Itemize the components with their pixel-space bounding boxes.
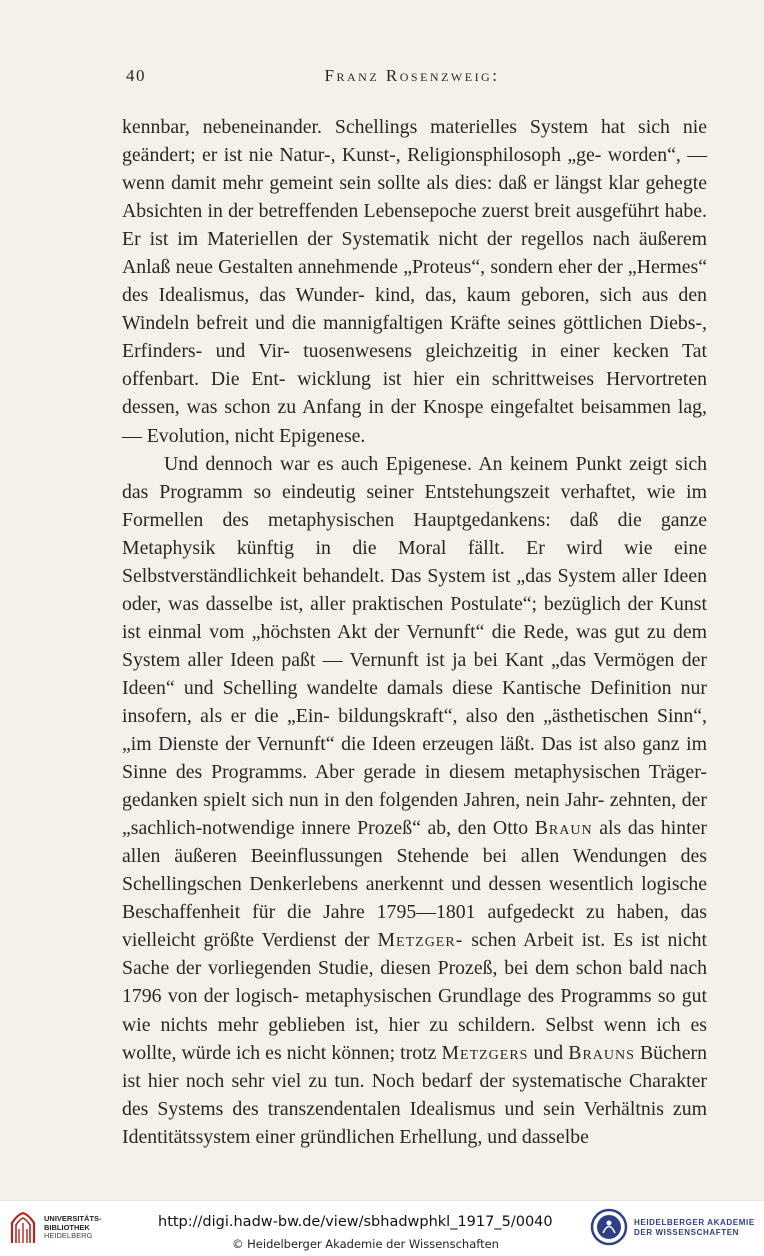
copyright-notice: © Heidelberger Akademie der Wissenschaften	[232, 1237, 499, 1251]
university-library-logo-icon	[8, 1209, 38, 1247]
author-name-braun: Braun	[534, 817, 593, 840]
author-name-metzger: Metzger-	[377, 929, 464, 952]
paragraph-1: kennbar, nebeneinander. Schellings materielles System hat sich nie geändert; er ist nie Natur-, Kunst-, Religionsphilosoph „ge- worden“, — wenn damit mehr gemeint sein sollte als dies: daß er längst klar gehegte Absichten in der betreffenden Lebensepoche zuerst breit ausgeführt habe. Er ist im Materiellen der Systematik nicht der regellos nach äußerem Anlaß neue Gestalten annehmende „Proteus“, sondern eher der „Hermes“ des Idealismus, das Wunder- kind, das, kaum geboren, sich aus den Windeln befreit und die mannigfaltigen Kräfte seines göttlichen Diebs-, Erfinders- und Vir- tuosenwesens gleichzeitig in einer kecken Tat offenbart. Die Ent- wicklung ist hier ein schrittweises Hervortreten dessen, was schon zu Anfang in der Knospe eingefaltet beisammen lag, — Evolution, nicht Epigenese.	[122, 116, 707, 447]
viewer-footer	[0, 1200, 764, 1256]
academy-name: HEIDELBERGER AKADEMIE DER WISSENSCHAFTEN	[634, 1218, 755, 1237]
author-name-metzgers: Metzgers	[441, 1041, 529, 1064]
academy-seal-icon	[590, 1208, 628, 1246]
permalink-url[interactable]: http://digi.hadw-bw.de/view/sbhadwphkl_1917_5/0040	[158, 1214, 553, 1230]
library-name: UNIVERSITÄTS- BIBLIOTHEK HEIDELBERG	[44, 1214, 102, 1240]
paragraph-2: Und dennoch war es auch Epigenese. An keinem Punkt zeigt sich das Programm so eindeutig seiner Entstehungszeit verhaftet, wie im Formellen des metaphysischen Hauptgedankens: daß die ganze Metaphysik künftig in die Moral fällt. Er wird wie eine Selbstverständlichkeit behandelt. Das System ist „das System aller Ideen oder, was dasselbe ist, aller praktischen Postulate“; bezüglich der Kunst ist einmal vom „höchsten Akt der Vernunft“ die Rede, was gut zu dem System aller Ideen paßt — Vernunft ist ja bei Kant „das Vermögen der Ideen“ und Schelling wandelte damals diese Kantische Definition nur insofern, als er die „Ein- bildungskraft“, also den „ästhetischen Sinn“, „im Dienste der Vernunft“ die Ideen erzeugen läßt. Das ist also ganz im Sinne des Programms. Aber gerade in diesem metaphysischen Träger- gedanken spielt sich nun in den folgenden Jahren, nein Jahr- zehnten, der „sachlich-notwendige innere Prozeß“ ab, den Otto Braun als das hinter allen äußeren Beeinflussungen Stehende bei allen Wendungen des Schellingschen Denkerlebens anerkennt und dessen wesentlich logische Beschaffenheit für die Jahre 1795—1801 aufgedeckt zu haben, das vielleicht größte Verdienst der Metzger- schen Arbeit ist. Es ist nicht Sache der vorliegenden Studie, diesen Prozeß, bei dem schon bald nach 1796 von der logisch- metaphysischen Grundlage des Programms so gut wie nichts mehr geblieben ist, hier zu schildern. Selbst wenn ich es wollte, würde ich es nicht können; trotz Metzgers und Brauns Büchern ist hier noch sehr viel zu tun. Noch bedarf der systematische Charakter des Systems des transzendentalen Idealismus und sein Verhältnis zum Identitätssystem einer gründlichen Erhellung, und dasselbe	[122, 452, 708, 1148]
running-head-title: Franz Rosenzweig:	[324, 66, 500, 85]
page-number: 40	[126, 66, 146, 85]
author-name-brauns: Brauns	[568, 1041, 635, 1064]
body-text	[122, 113, 707, 1151]
running-head	[118, 66, 706, 90]
